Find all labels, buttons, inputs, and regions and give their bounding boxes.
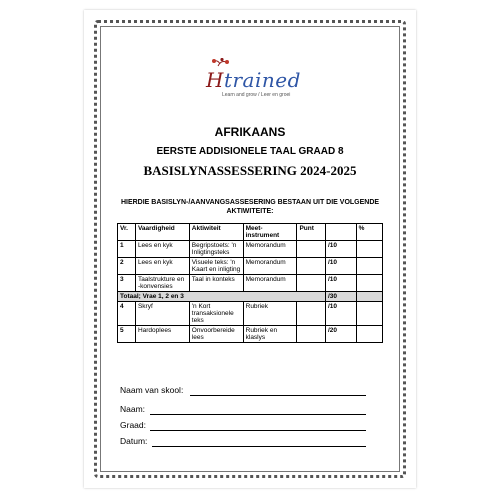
row-nr: 2 xyxy=(118,258,136,275)
row-points xyxy=(297,241,326,258)
total-label: Totaal; Vrae 1, 2 en 3 xyxy=(118,292,326,302)
header-activity: Aktiwiteit xyxy=(189,224,243,241)
row-points xyxy=(297,275,326,292)
row-percent xyxy=(356,258,382,275)
grade-label: Graad: xyxy=(120,420,146,430)
row-instrument: Rubriek xyxy=(243,302,297,326)
row-activity: Begripstoets: 'n Inligtingsteks xyxy=(189,241,243,258)
table-row xyxy=(118,326,383,343)
logo-tagline: Learn and grow / Leer en groei xyxy=(222,92,291,98)
row-nr: 3 xyxy=(118,275,136,292)
row-activity: Visuele teks: 'n Kaart en inligting xyxy=(189,258,243,275)
row-skill: Skryf xyxy=(135,302,189,326)
date-label: Datum: xyxy=(120,436,148,446)
row-instrument: Memorandum xyxy=(243,258,297,275)
table-row xyxy=(118,241,383,258)
total-max: /30 xyxy=(325,292,356,302)
table-row xyxy=(118,275,383,292)
school-name-field[interactable] xyxy=(190,395,366,396)
table-row xyxy=(118,258,383,275)
table-row xyxy=(118,302,383,326)
header-skill: Vaardigheid xyxy=(135,224,189,241)
row-nr: 5 xyxy=(118,326,136,343)
row-instrument: Memorandum xyxy=(243,275,297,292)
row-skill: Lees en kyk xyxy=(135,241,189,258)
row-max: /10 xyxy=(325,275,356,292)
row-percent xyxy=(356,241,382,258)
row-max: /20 xyxy=(325,326,356,343)
intro-text: HIERDIE BASISLYN-/AANVANGSASSESERING BESTAAN UIT DIE VOLGENDE AKTIWITEITE: xyxy=(120,199,380,215)
row-max: /10 xyxy=(325,258,356,275)
row-skill: Taalstrukture en -konvensies xyxy=(135,275,189,292)
table-header-row xyxy=(118,224,383,241)
row-max: /10 xyxy=(325,302,356,326)
name-label: Naam: xyxy=(120,404,146,414)
logo-text: Htrained xyxy=(206,68,301,92)
row-points xyxy=(297,326,326,343)
row-points xyxy=(297,302,326,326)
row-skill: Hardoplees xyxy=(135,326,189,343)
row-instrument: Rubriek en klaslys xyxy=(243,326,297,343)
assessment-title: BASISLYNASSESSERING 2024-2025 xyxy=(143,163,357,178)
row-percent xyxy=(356,302,382,326)
total-percent xyxy=(356,292,382,302)
date-field[interactable] xyxy=(152,446,366,447)
grade-field[interactable] xyxy=(150,430,366,431)
header-max xyxy=(325,224,356,241)
row-percent xyxy=(356,275,382,292)
row-nr: 4 xyxy=(118,302,136,326)
row-percent xyxy=(356,326,382,343)
header-percent: % xyxy=(356,224,382,241)
name-field[interactable] xyxy=(150,414,366,415)
school-name-label: Naam van skool: xyxy=(120,385,184,395)
level-title: EERSTE ADDISIONELE TAAL GRAAD 8 xyxy=(156,146,344,157)
row-max: /10 xyxy=(325,241,356,258)
activities-table xyxy=(117,223,383,343)
header-instrument: Meet-instrument xyxy=(243,224,297,241)
header-nr: Vr. xyxy=(118,224,136,241)
row-activity: Taal in konteks xyxy=(189,275,243,292)
row-activity: 'n Kort transaksionele teks xyxy=(189,302,243,326)
row-instrument: Memorandum xyxy=(243,241,297,258)
total-row xyxy=(118,292,383,302)
row-points xyxy=(297,258,326,275)
subject-title: AFRIKAANS xyxy=(214,125,286,139)
row-activity: Onvoorbereide lees xyxy=(189,326,243,343)
row-nr: 1 xyxy=(118,241,136,258)
row-skill: Lees en kyk xyxy=(135,258,189,275)
header-points: Punt xyxy=(297,224,326,241)
